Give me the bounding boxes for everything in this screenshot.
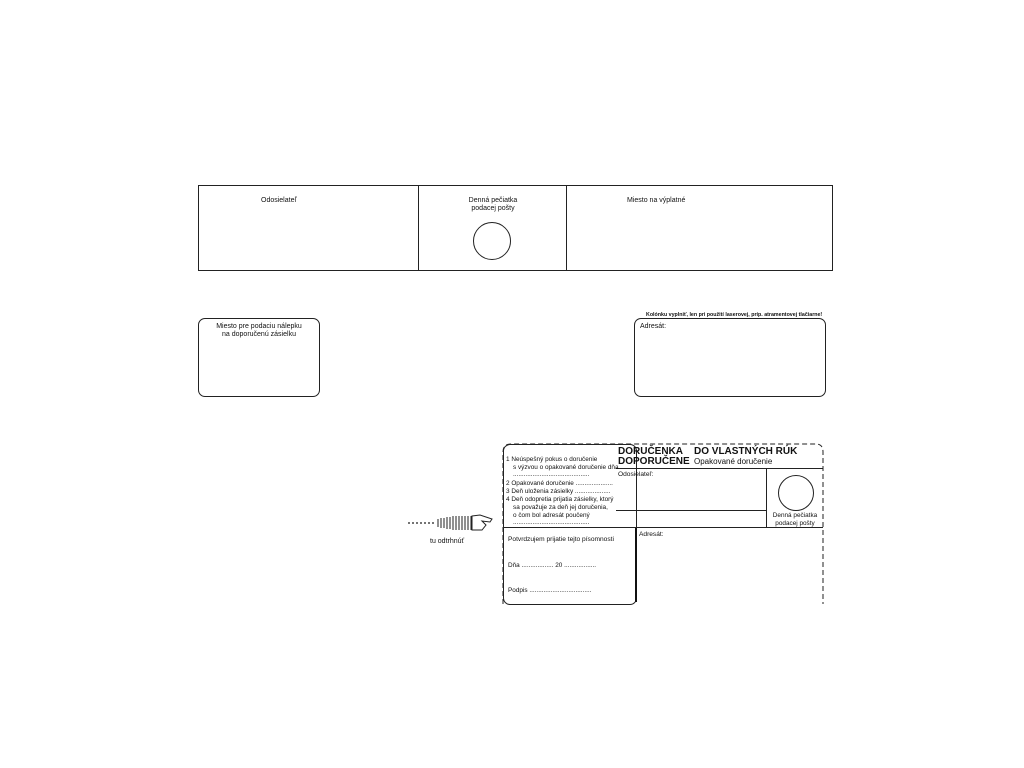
- signature-line: Podpis ...................................: [508, 587, 592, 594]
- form-subtitle: DO VLASTNÝCH RÚK Opakované doručenie: [694, 446, 798, 466]
- divider: [616, 510, 766, 511]
- address-label: Adresát:: [640, 323, 667, 330]
- stamp-label: Denná pečiatka podacej pošty: [772, 512, 818, 527]
- sticker-label: Miesto pre podaciu nálepku: [216, 323, 302, 330]
- receipt-form: [502, 443, 824, 603]
- address-note: Kolónku vyplniť, len pri použití laserovej, príp. atramentovej tlačiarne!: [646, 312, 823, 318]
- divider: [635, 528, 637, 602]
- sender-label: Odosielateľ:: [618, 471, 654, 478]
- sticker-box: [198, 318, 320, 397]
- address-box: [634, 318, 826, 397]
- divider: [418, 186, 419, 270]
- stamp-label: Denná pečiatka podacej pošty: [468, 197, 518, 212]
- stamp-circle: [473, 222, 511, 260]
- delivery-attempts: 1 Neúspešný pokus o doručenie s výzvou o opakované doručenie dňa ........................................... 2 Opakované doručenie ..................... 3 Deň uloženia zásielky .................... 4 Deň odopretia prijatia zásielky, ktorý sa považuje za deň jej doručenia, o čom bol adresát poučený ...........................................: [506, 456, 619, 526]
- addressee-label: Adresát:: [639, 531, 664, 538]
- divider: [566, 186, 567, 270]
- date-line: Dňa .................. 20 ..................: [508, 562, 597, 569]
- pointing-hand-icon: [406, 511, 494, 535]
- form-title: DORUČENKA DOPORUČENE: [618, 446, 690, 467]
- tear-label: tu odtrhnúť: [430, 538, 465, 545]
- stamp-circle: [778, 475, 814, 511]
- postage-label: Miesto na výplatné: [627, 197, 686, 204]
- sticker-label: na doporučenú zásielku: [222, 331, 296, 338]
- confirm-text: Potvrdzujem prijatie tejto písomnosti: [508, 536, 614, 543]
- sender-label: Odosielateľ: [261, 197, 297, 204]
- top-strip: [198, 185, 833, 271]
- divider: [616, 527, 766, 528]
